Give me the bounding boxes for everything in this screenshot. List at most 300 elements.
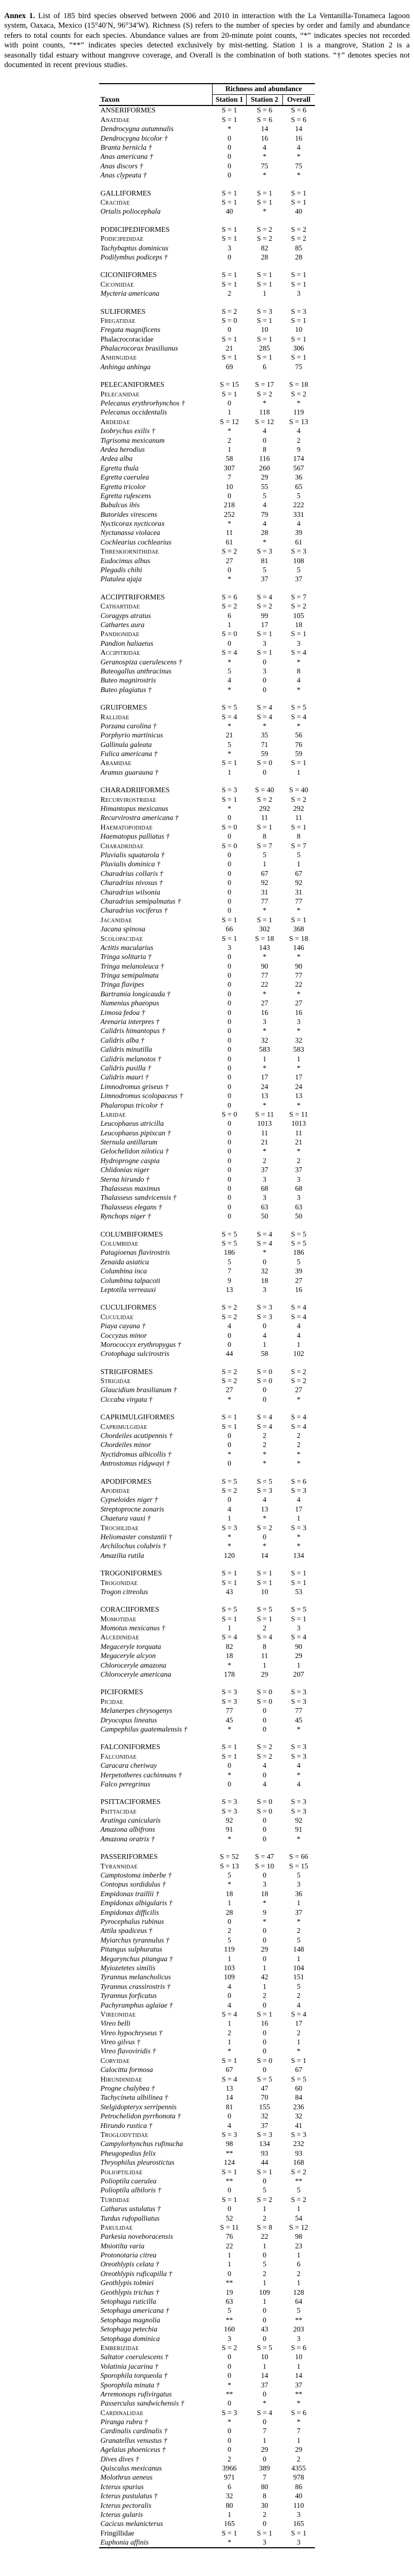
overall-cell: S = 1 — [291, 271, 306, 279]
taxon-cell: Numenius phaeopus — [100, 999, 159, 1007]
table-header — [99, 84, 314, 105]
overall-cell: 1 — [297, 1661, 301, 1669]
station1-cell: * — [228, 519, 231, 528]
overall-cell: S = 5 — [291, 1605, 306, 1614]
spacer-cell — [99, 1359, 314, 1367]
table-row — [99, 1623, 314, 1632]
overall-cell: S = 1 — [291, 2056, 306, 2065]
table-row — [99, 2371, 314, 2380]
station2-cell: S = 1 — [257, 648, 272, 657]
overall-cell: * — [297, 1450, 301, 1458]
table-row — [99, 289, 314, 298]
taxon-cell: Charadrius nivosus † — [100, 879, 163, 887]
station1-cell: S = 12 — [220, 417, 239, 426]
table-row — [99, 1816, 314, 1825]
overall-cell: 4 — [297, 1761, 301, 1770]
overall-cell: 1 — [297, 1054, 301, 1063]
overall-cell: 3 — [297, 1624, 301, 1632]
taxon-cell: Icterus pectoralis — [100, 2501, 151, 2509]
taxon-cell: Nycticorax nycticorax — [100, 519, 165, 528]
table-row — [99, 538, 314, 547]
table-row — [99, 307, 314, 316]
table-row — [99, 1156, 314, 1165]
overall-cell: 1 — [297, 2436, 301, 2444]
taxon-cell: Laridae — [100, 1110, 126, 1118]
table-row — [99, 620, 314, 629]
taxon-cell: Saltator coerulescens † — [100, 2353, 169, 2361]
table-row — [99, 335, 314, 344]
table-row — [99, 1642, 314, 1651]
taxon-cell: Petrochelidon pyrrhonota † — [100, 2112, 181, 2120]
overall-cell: S = 6 — [291, 2408, 306, 2417]
overall-cell: 4 — [297, 1779, 301, 1788]
table-row — [99, 639, 314, 648]
table-row — [99, 804, 314, 813]
overall-cell: 148 — [293, 1945, 304, 1954]
table-row — [99, 823, 314, 832]
taxon-cell: Hirundinidae — [100, 2075, 142, 2083]
station2-cell: 0 — [263, 1834, 266, 1843]
overall-cell: 3 — [297, 1193, 301, 1202]
station2-cell: * — [263, 1514, 266, 1523]
taxon-cell: Aramus guarauna † — [100, 768, 159, 776]
station1-cell: S = 1 — [222, 2167, 237, 2176]
station1-cell: 109 — [224, 1973, 235, 1981]
taxon-cell: Actitis macularius — [100, 943, 153, 952]
overall-cell: * — [297, 2399, 301, 2408]
station2-cell: 14 — [261, 2371, 269, 2380]
table-row — [99, 2288, 314, 2297]
spacer-cell — [99, 1789, 314, 1798]
overall-cell: S = 13 — [289, 417, 309, 426]
overall-cell: 28 — [295, 253, 303, 261]
station1-cell: 0 — [228, 1156, 231, 1165]
taxon-cell: Anhinga anhinga — [100, 362, 151, 371]
table-row — [99, 2269, 314, 2278]
station1-cell: 0 — [228, 1082, 231, 1091]
station2-cell: S = 1 — [257, 1569, 272, 1578]
taxon-cell: Calidris minutilla — [100, 1045, 152, 1054]
station1-cell: 0 — [228, 1128, 231, 1137]
taxon-cell: Anatidae — [100, 115, 130, 124]
table-row — [99, 1459, 314, 1468]
station2-cell: S = 0 — [257, 1807, 272, 1815]
table-row — [99, 1376, 314, 1385]
station1-cell: 21 — [225, 344, 233, 353]
overall-cell: 37 — [295, 1166, 303, 1174]
table-row — [99, 1954, 314, 1963]
taxon-cell: Sporophila minuta † — [100, 2380, 160, 2389]
station1-cell: 0 — [228, 326, 231, 334]
table-row — [99, 1486, 314, 1495]
overall-cell: S = 6 — [291, 115, 306, 124]
table-row — [99, 1569, 314, 1578]
overall-cell: 1013 — [291, 1119, 306, 1128]
station1-cell: S = 52 — [220, 1852, 239, 1861]
overall-cell: S = 5 — [291, 2075, 306, 2083]
station2-cell: 118 — [259, 408, 270, 417]
overall-cell: 85 — [295, 243, 303, 252]
taxon-cell: CHARADRIIFORMES — [100, 786, 170, 794]
table-row — [99, 2325, 314, 2334]
taxon-cell: Catharus ustulatus † — [100, 2205, 161, 2213]
table-row — [99, 1716, 314, 1725]
station2-cell: 11 — [261, 814, 269, 822]
table-row — [99, 1386, 314, 1395]
station2-cell: 13 — [261, 1092, 269, 1100]
station2-cell: S = 1 — [257, 198, 272, 206]
station1-cell: 0 — [228, 980, 231, 989]
table-row — [99, 152, 314, 161]
overall-cell: ** — [295, 2176, 303, 2185]
overall-cell: 3 — [297, 2510, 301, 2518]
station1-cell: S = 0 — [222, 316, 237, 324]
station2-cell: 0 — [263, 1936, 266, 1944]
overall-cell: 1 — [297, 2205, 301, 2213]
taxon-cell: Pandionidae — [100, 630, 140, 638]
station1-cell: 0 — [228, 2445, 231, 2454]
station1-cell: ** — [225, 2149, 233, 2157]
station1-cell: 178 — [224, 1670, 235, 1679]
station1-cell: 0 — [228, 1459, 231, 1468]
station1-cell: S = 3 — [222, 2408, 237, 2417]
station1-cell: 124 — [224, 2158, 235, 2167]
overall-cell: * — [297, 171, 301, 180]
overall-cell: S = 2 — [291, 389, 306, 398]
overall-cell: S = 3 — [291, 1743, 306, 1751]
station1-cell: 0 — [228, 953, 231, 961]
taxon-cell: Coragyps atratus — [100, 611, 151, 620]
station1-cell: S = 4 — [222, 648, 237, 657]
station1-cell: 92 — [225, 1816, 233, 1825]
station2-cell: 11 — [261, 1652, 269, 1660]
taxon-cell: Chloroceryle americana — [100, 1670, 172, 1679]
taxon-cell: Trochilidae — [100, 1523, 139, 1532]
station2-cell: 0 — [263, 657, 266, 666]
station2-cell: 1 — [263, 2362, 266, 2370]
taxon-cell: Caracara cheriway — [100, 1761, 157, 1770]
station1-cell: 6 — [228, 2482, 231, 2491]
table-row — [99, 915, 314, 924]
station1-cell: 0 — [228, 1092, 231, 1100]
table-row — [99, 1973, 314, 1982]
station2-cell: 11 — [261, 1128, 269, 1137]
overall-cell: 77 — [295, 897, 303, 905]
taxon-cell: APODIFORMES — [100, 1477, 152, 1485]
station1-cell: 0 — [228, 1432, 231, 1440]
taxon-cell: CORACIIFORMES — [100, 1605, 159, 1614]
taxon-cell: Ciccaba virgata † — [100, 1395, 153, 1403]
station1-cell: S = 1 — [222, 795, 237, 803]
overall-cell: 56 — [295, 731, 303, 740]
station2-cell: S = 3 — [257, 1486, 272, 1494]
station2-cell: 0 — [263, 2455, 266, 2463]
taxon-cell: Fregatidae — [100, 316, 136, 324]
station2-cell: S = 2 — [257, 234, 272, 243]
taxon-cell: Recurvirostridae — [100, 795, 157, 803]
taxon-cell: Ixobrychus exilis † — [100, 427, 156, 435]
station1-cell: 69 — [225, 362, 233, 371]
taxon-cell: Polioptila caerulea — [100, 2176, 157, 2185]
taxon-cell: Calidris alba † — [100, 1036, 144, 1044]
station1-cell: 120 — [224, 1551, 235, 1559]
overall-cell: 146 — [293, 943, 304, 952]
table-row — [99, 860, 314, 869]
taxon-cell: Hydroprogne caspia — [100, 1156, 160, 1165]
spacer-row — [99, 262, 314, 271]
station2-cell: 0 — [263, 1257, 266, 1266]
table-row — [99, 1899, 314, 1908]
station1-cell: S = 15 — [220, 380, 239, 389]
overall-cell: 174 — [293, 454, 304, 463]
table-row — [99, 1413, 314, 1422]
taxon-cell: Tyrannus crassirostris † — [100, 1982, 171, 1990]
table-row — [99, 1128, 314, 1137]
table-row — [99, 171, 314, 180]
station2-cell: 3 — [263, 1175, 266, 1183]
overall-cell: S = 2 — [291, 795, 306, 803]
taxon-cell: SULIFORMES — [100, 307, 146, 315]
taxon-cell: Oreothlypis ruficapilla † — [100, 2269, 173, 2278]
table-row — [99, 2417, 314, 2426]
station1-cell: 0 — [228, 1073, 231, 1082]
station2-cell: S = 3 — [257, 1303, 272, 1312]
taxon-cell: Gelochelidon nilotica † — [100, 1147, 169, 1156]
column-header-taxon: Taxon — [99, 94, 212, 105]
taxon-cell: Thryophilus pleurostictus — [100, 2158, 175, 2167]
taxon-cell: Parkesia noveboracensis — [100, 2232, 173, 2241]
station2-cell: 4 — [263, 1331, 266, 1339]
taxon-cell: PSITTACIFORMES — [100, 1798, 161, 1806]
station1-cell: S = 3 — [222, 786, 237, 794]
station2-cell: 0 — [263, 2251, 266, 2260]
station2-cell: S = 1 — [257, 353, 272, 362]
overall-cell: 207 — [293, 1670, 304, 1679]
overall-cell: * — [297, 1101, 301, 1109]
taxon-cell: Butorides virescens — [100, 510, 157, 518]
overall-cell: S = 1 — [291, 759, 306, 767]
station2-cell: 4 — [263, 427, 266, 435]
overall-cell: 90 — [295, 962, 303, 970]
station1-cell: S = 6 — [222, 592, 237, 601]
station2-cell: 4 — [263, 1761, 266, 1770]
station2-cell: S = 4 — [257, 703, 272, 712]
table-row — [99, 2121, 314, 2130]
station2-cell: S = 1 — [257, 271, 272, 279]
station1-cell: 5 — [228, 1257, 231, 1266]
taxon-cell: Chordeiles minor — [100, 1441, 151, 1449]
overall-cell: 3 — [297, 1880, 301, 1889]
station1-cell: * — [228, 1725, 231, 1733]
station1-cell: 1 — [228, 1954, 231, 1963]
taxon-cell: Leptotila verreauxi — [100, 1285, 156, 1294]
overall-cell: S = 6 — [291, 1477, 306, 1485]
table-row — [99, 2343, 314, 2352]
station2-cell: S = 1 — [257, 1578, 272, 1587]
table-row — [99, 1248, 314, 1257]
taxon-cell: Dryocopus lineatus — [100, 1716, 157, 1724]
overall-cell: 6 — [297, 2260, 301, 2269]
taxon-cell: Thalasseus elegans † — [100, 1202, 163, 1211]
table-row — [99, 953, 314, 962]
taxon-cell: Empidonax traillii † — [100, 1889, 159, 1898]
overall-cell: S = 2 — [291, 1377, 306, 1385]
taxon-cell: Passerculus sandwichensis † — [100, 2399, 184, 2408]
station1-cell: ** — [225, 2279, 233, 2287]
station2-cell: 24 — [261, 1082, 269, 1091]
table-row — [99, 2334, 314, 2343]
spacer-row — [99, 1221, 314, 1230]
table-row — [99, 749, 314, 758]
overall-cell: 306 — [293, 344, 304, 353]
taxon-cell: Mniotilta varia — [100, 2241, 145, 2250]
taxon-cell: Tachycineta albilinea † — [100, 2093, 168, 2102]
station1-cell: 218 — [224, 501, 235, 509]
overall-cell: S = 1 — [291, 2529, 306, 2537]
station1-cell: 18 — [225, 1889, 233, 1898]
spacer-row — [99, 1679, 314, 1688]
taxon-cell: Anhingidae — [100, 353, 137, 362]
taxon-cell: Egretta thula — [100, 464, 139, 472]
station2-cell: 59 — [261, 750, 269, 758]
station2-cell: 0 — [263, 2001, 266, 2009]
taxon-cell: Dendrocygna bicolor † — [100, 134, 168, 142]
table-row — [99, 253, 314, 262]
station2-cell: 0 — [263, 1322, 266, 1330]
station1-cell: S = 1 — [222, 1422, 237, 1431]
taxon-cell: Momotus mexicanus † — [100, 1624, 166, 1632]
table-row — [99, 2464, 314, 2473]
table-row — [99, 389, 314, 399]
table-row — [99, 510, 314, 519]
station2-cell: S = 1 — [257, 2010, 272, 2018]
station2-cell: 29 — [261, 473, 269, 482]
taxon-cell: Cochlearius cochlearius — [100, 538, 172, 546]
table-row — [99, 2455, 314, 2464]
overall-cell: 64 — [295, 2297, 303, 2306]
table-row — [99, 1321, 314, 1330]
station2-cell: 10 — [261, 326, 269, 334]
overall-cell: S = 2 — [291, 234, 306, 243]
station1-cell: 165 — [224, 2520, 235, 2528]
overall-cell: 292 — [293, 805, 304, 813]
overall-cell: 91 — [295, 1825, 303, 1834]
overall-cell: 567 — [293, 464, 304, 472]
table-row — [99, 1505, 314, 1514]
station1-cell: 0 — [228, 832, 231, 841]
station2-cell: 1 — [263, 1963, 266, 1972]
station2-cell: 2 — [263, 2269, 266, 2278]
overall-cell: 108 — [293, 556, 304, 565]
station2-cell: S = 0 — [257, 2056, 272, 2065]
table-row — [99, 1350, 314, 1359]
overall-cell: S = 6 — [291, 106, 306, 115]
table-row — [99, 1008, 314, 1017]
station1-cell: 21 — [225, 731, 233, 740]
taxon-cell: Camptostoma imberbe † — [100, 1871, 172, 1880]
station1-cell: 1 — [228, 1624, 231, 1632]
overall-cell: 4 — [297, 1496, 301, 1504]
overall-cell: 11 — [295, 1128, 303, 1137]
table-row — [99, 2037, 314, 2046]
station1-cell: * — [228, 2380, 231, 2389]
station2-cell: * — [263, 1027, 266, 1035]
station1-cell: * — [228, 685, 231, 694]
station2-cell: 50 — [261, 1212, 269, 1221]
table-row — [99, 934, 314, 943]
overall-cell: 3 — [297, 289, 301, 298]
taxon-cell: Calidris pusilla † — [100, 1063, 151, 1072]
table-row — [99, 2482, 314, 2491]
overall-cell: 37 — [295, 1908, 303, 1916]
taxon-cell: Nyctidromus albicollis † — [100, 1450, 172, 1458]
taxon-cell: Glaucidium brasilianum † — [100, 1386, 177, 1394]
overall-cell: 102 — [293, 1350, 304, 1358]
taxon-cell: CAPRIMULGIFORMES — [100, 1413, 175, 1421]
table-row — [99, 2529, 314, 2538]
station1-cell: 5 — [228, 2306, 231, 2315]
table-row — [99, 1063, 314, 1072]
station1-cell: S = 2 — [222, 1377, 237, 1385]
taxon-cell: Calidris melanotos † — [100, 1054, 161, 1063]
station1-cell: 0 — [228, 2436, 231, 2444]
table-row — [99, 1166, 314, 1175]
spacer-row — [99, 694, 314, 703]
overall-cell: 236 — [293, 2102, 304, 2111]
table-row — [99, 2390, 314, 2399]
overall-cell: * — [297, 1532, 301, 1541]
overall-cell: 90 — [295, 1642, 303, 1651]
overall-cell: S = 2 — [291, 2195, 306, 2204]
table-row — [99, 2158, 314, 2167]
station2-cell: 10 — [261, 1587, 269, 1596]
station2-cell: 5 — [263, 566, 266, 574]
table-row — [99, 759, 314, 768]
taxon-cell: Chordeiles acutipennis † — [100, 1432, 173, 1440]
station2-cell: S = 4 — [257, 1230, 272, 1238]
station2-cell: 63 — [261, 1202, 269, 1211]
overall-cell: S = 5 — [291, 703, 306, 712]
taxon-cell: Haematopus palliatus † — [100, 832, 170, 841]
station1-cell: S = 3 — [222, 1697, 237, 1705]
table-row — [99, 2380, 314, 2390]
taxon-cell: Mycteria americana — [100, 289, 160, 298]
station1-cell: S = 5 — [222, 1230, 237, 1238]
station2-cell: 44 — [261, 2158, 269, 2167]
table-row — [99, 482, 314, 491]
overall-cell: S = 1 — [291, 280, 306, 288]
table-row — [99, 768, 314, 777]
station1-cell: 0 — [228, 2371, 231, 2380]
station1-cell: 0 — [228, 171, 231, 180]
overall-cell: 165 — [293, 2520, 304, 2528]
taxon-cell: Charadrius collaris † — [100, 869, 164, 877]
station1-cell: 1 — [228, 2510, 231, 2518]
station2-cell: 2 — [263, 1156, 266, 1165]
station1-cell: S = 1 — [222, 1569, 237, 1578]
table-row — [99, 1431, 314, 1440]
table-row — [99, 198, 314, 207]
overall-cell: S = 7 — [291, 592, 306, 601]
taxon-cell: Himantopus mexicanus — [100, 805, 168, 813]
table-row — [99, 1082, 314, 1091]
table-row — [99, 592, 314, 602]
station1-cell: 0 — [228, 2353, 231, 2361]
station2-cell: 35 — [261, 731, 269, 740]
overall-cell: 54 — [295, 2214, 303, 2222]
station2-cell: 58 — [261, 1350, 269, 1358]
station1-cell: * — [228, 125, 231, 133]
